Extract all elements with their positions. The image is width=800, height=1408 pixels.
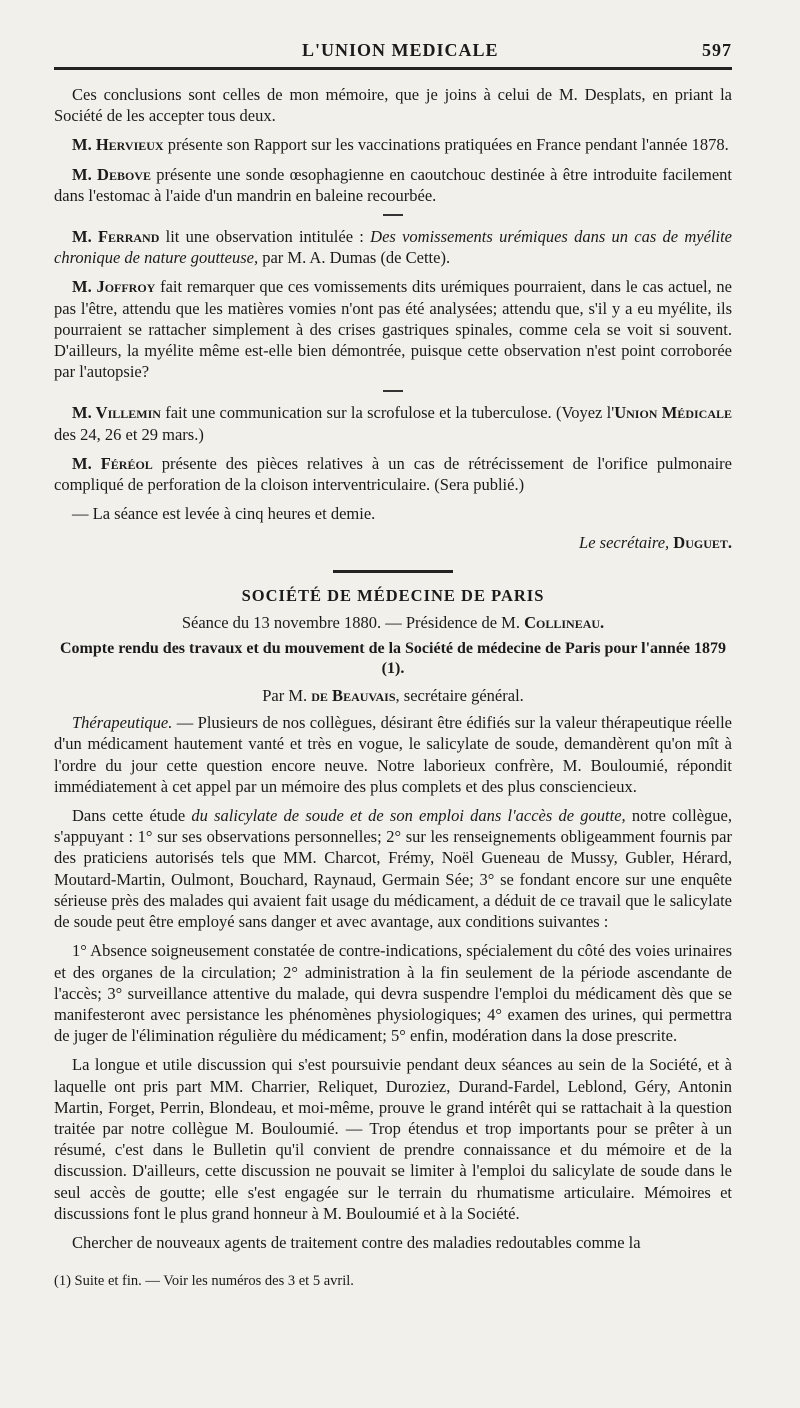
seance-text: Séance du 13 novembre 1880. — Présidence de M. [181,612,525,632]
author-suffix: , secrétaire général. [395,686,524,706]
report-conditions: 1° Absence soigneusement constatée de contre-indications, spécialement du côté des voies urinaires et des organes de la circulation; 2° administration à la fin seulement de la période ascendante de l'accès; 3° surveillance attentive du malade, qui devra suspendre l'emploi du médicament dès que se manifesteront avec persistance les phénomènes physiologiques; 4° examen des urines, qui permettra de juger de l'élimination régulière du médicament; 5° enfin, modération dans la dose prescrite. [54,941,732,1046]
paragraph-conclusions: Ces conclusions sont celles de mon mémoire, que je joins à celui de M. Desplats, en priant la Société de les accepter tous deux. [54,85,732,126]
paragraph-text: notre collègue, s'appuyant : 1° sur ses observations personnelles; 2° sur les renseignements obligeamment fournis par des praticiens autorisés tels que MM. Charcot, Frémy, Noël Gueneau de Mussy, Gubler, Hérard, Moutard-Martin, Oulmont, Bouchard, Raynaud, Germain Sée; 3° se fondant encore sur une enquête sérieuse près des malades qui avaient fait usage du médicament, a déduit de ce travail que le salicylate de soude peut être employé sans danger et avec avantage, aux conditions suivantes : [54,806,733,932]
journal-title: L'UNION MEDICALE [302,40,499,60]
speaker-name: M. Debove [72,164,151,184]
president-name: Collineau. [524,612,605,632]
speaker-name: M. Ferrand [72,227,160,247]
author-prefix: Par M. [262,686,312,706]
page-header [54,40,732,70]
speaker-name: M. Joffroy [72,277,156,297]
paragraph-joffroy [54,276,732,382]
signature-name: Duguet. [673,533,732,553]
secretary-signature [54,532,732,553]
paragraph-text: présente son Rapport sur les vaccinations pratiquées en France pendant l'année 1878. [163,135,729,155]
paragraph-text: présente des pièces relatives à un cas de rétrécissement de l'orifice pulmonaire compliqué de perforation de la cloison interventriculaire. (Sera publié.) [54,453,732,495]
separator-dash [383,390,403,392]
footnote: (1) Suite et fin. — Voir les numéros des 3 et 5 avril. [54,1273,354,1290]
report-title: Compte rendu des travaux et du mouvement de la Société de médecine de Paris pour l'année 1879 (1). [59,640,727,678]
speaker-name: M. Hervieux [72,135,164,155]
author-name: de Beauvais [311,686,396,706]
report-agents: Chercher de nouveaux agents de traitement contre des maladies redoutables comme la [72,1232,641,1252]
seance-line [54,612,732,633]
section-rule [333,570,453,573]
author-line [54,685,732,706]
article-body [54,84,732,1292]
paragraph-text: — Plusieurs de nos collègues, désirant être édifiés sur la valeur thérapeutique réelle d'un médicament hautement vanté et très en vogue, le salicylate de soude, demandèrent qu'on mît à l'ordre du jour cette question encore neuve. Notre laborieux confrère, M. Bouloumié, répondit immédiatement à cet appel par un mémoire des plus complets et des plus consciencieux. [54,713,732,796]
paragraph-hervieux [54,134,732,155]
paragraph-debove [54,164,732,206]
report-discussion: La longue et utile discussion qui s'est poursuivie pendant deux séances au sein de la Société, et à laquelle ont pris part MM. Charrier, Reliquet, Duroziez, Durand-Fardel, Leblond, Géry, Antonin Martin, Forget, Perrin, Blondeau, et moi-même, prouve le grand intérêt qui se rattachait à la question traitée par notre collègue M. Bouloumié. — Trop étendus et trop importants pour se prêter à un résumé, c'est dans le Bulletin qu'il convient de prendre connaissance et du mémoire et de la discussion. D'ailleurs, cette discussion ne pouvait se limiter à l'emploi du salicylate de soude dans le seul accès de goutte; elle s'est engagée sur le terrain du rhumatisme articulaire. Mémoires et discussions font le plus grand honneur à M. Bouloumié et à la Société. [54,1055,732,1223]
paragraph-text: fait une communication sur la scrofulose et la tuberculose. (Voyez l' [160,403,615,423]
report-etude [54,805,732,932]
separator-dash [383,214,403,216]
journal-reference: Union Médicale [614,403,732,423]
signature-role: Le secrétaire, [579,533,670,553]
report-heading: Thérapeutique. [72,713,173,733]
paragraph-text: fait remarquer que ces vomissements dits urémiques pourraient, dans le cas actuel, ne pas l'être, attendu que les matières vomies n'ont pas été analysées; attendu que, s'il y a eu myélite, ils pourraient se rattacher simplement à des crises gastriques spinales, comme cela se voit si souvent. D'ailleurs, la myélite même est-elle bien démontrée, puisque cette observation n'est point corroborée par l'autopsie? [54,277,732,382]
paragraph-closing: — La séance est levée à cinq heures et demie. [72,504,376,524]
paragraph-text: des 24, 26 et 29 mars.) [54,424,204,444]
section-title: SOCIÉTÉ DE MÉDECINE DE PARIS [241,585,545,605]
speaker-name: M. Villemin [72,403,161,423]
report-therapeutique [54,712,732,797]
speaker-name: M. Féréol [72,453,153,473]
observation-title: Des vomissements urémiques dans un cas de myélite chronique de nature goutteuse, [54,227,732,268]
page-number: 597 [702,40,732,60]
paragraph-text: présente une sonde œsophagienne en caoutchouc destinée à être introduite facilement dans l'estomac à l'aide d'un mandrin en baleine recourbée. [54,164,732,205]
paragraph-ferrand [54,226,732,268]
paragraph-fereol [54,453,732,495]
document-page [54,40,732,1380]
paragraph-text: par M. A. Dumas (de Cette). [258,248,451,268]
paragraph-text: Dans cette étude [72,806,192,826]
study-title: du salicylate de soude et de son emploi dans l'accès de goutte, [191,806,626,826]
paragraph-text: lit une observation intitulée : [159,227,371,247]
paragraph-villemin [54,402,732,444]
